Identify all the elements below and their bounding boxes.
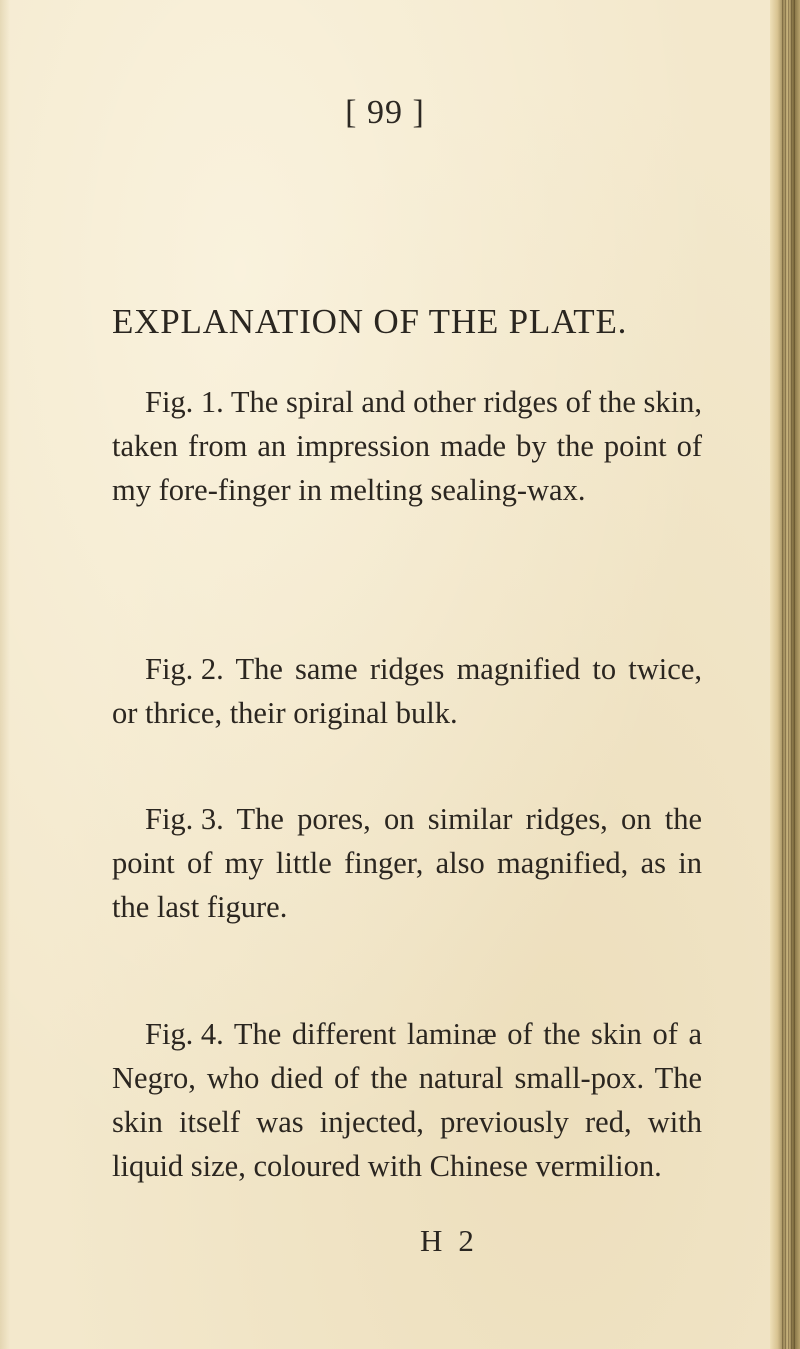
page-number: [ 99 ]	[345, 94, 425, 131]
bleed-through-text	[110, 148, 121, 182]
signature-number: 2	[458, 1223, 474, 1258]
figure-label: Fig. 2.	[145, 652, 224, 686]
figure-label: Fig. 4.	[145, 1017, 224, 1051]
figure-description: The different laminæ of the skin of a Negro, who died of the natural small-pox. The skin itself was injected, previously red, with liquid size, coloured with Chinese vermilion.	[112, 1017, 702, 1183]
figure-entry-3	[112, 797, 702, 929]
gutter-page-edges	[782, 0, 796, 1349]
signature-mark	[420, 1223, 474, 1259]
figure-entry-4	[112, 1012, 702, 1188]
signature-letter: H	[420, 1223, 443, 1258]
figure-description: The same ridges magnified to twice, or thrice, their original bulk.	[112, 652, 702, 730]
figure-label: Fig. 3.	[145, 802, 224, 836]
figure-label: Fig. 1.	[145, 385, 224, 419]
page-title: EXPLANATION OF THE PLATE.	[112, 302, 628, 341]
figure-entry-2	[112, 647, 702, 735]
figure-entry-1	[112, 380, 702, 512]
page-left-edge	[0, 0, 10, 1349]
figure-description: The pores, on similar ridges, on the point of my little finger, also magnified, as in the last figure.	[112, 802, 702, 924]
figure-description: The spiral and other ridges of the skin, taken from an impression made by the point of my fore-finger in melting sealing-wax.	[112, 385, 703, 507]
